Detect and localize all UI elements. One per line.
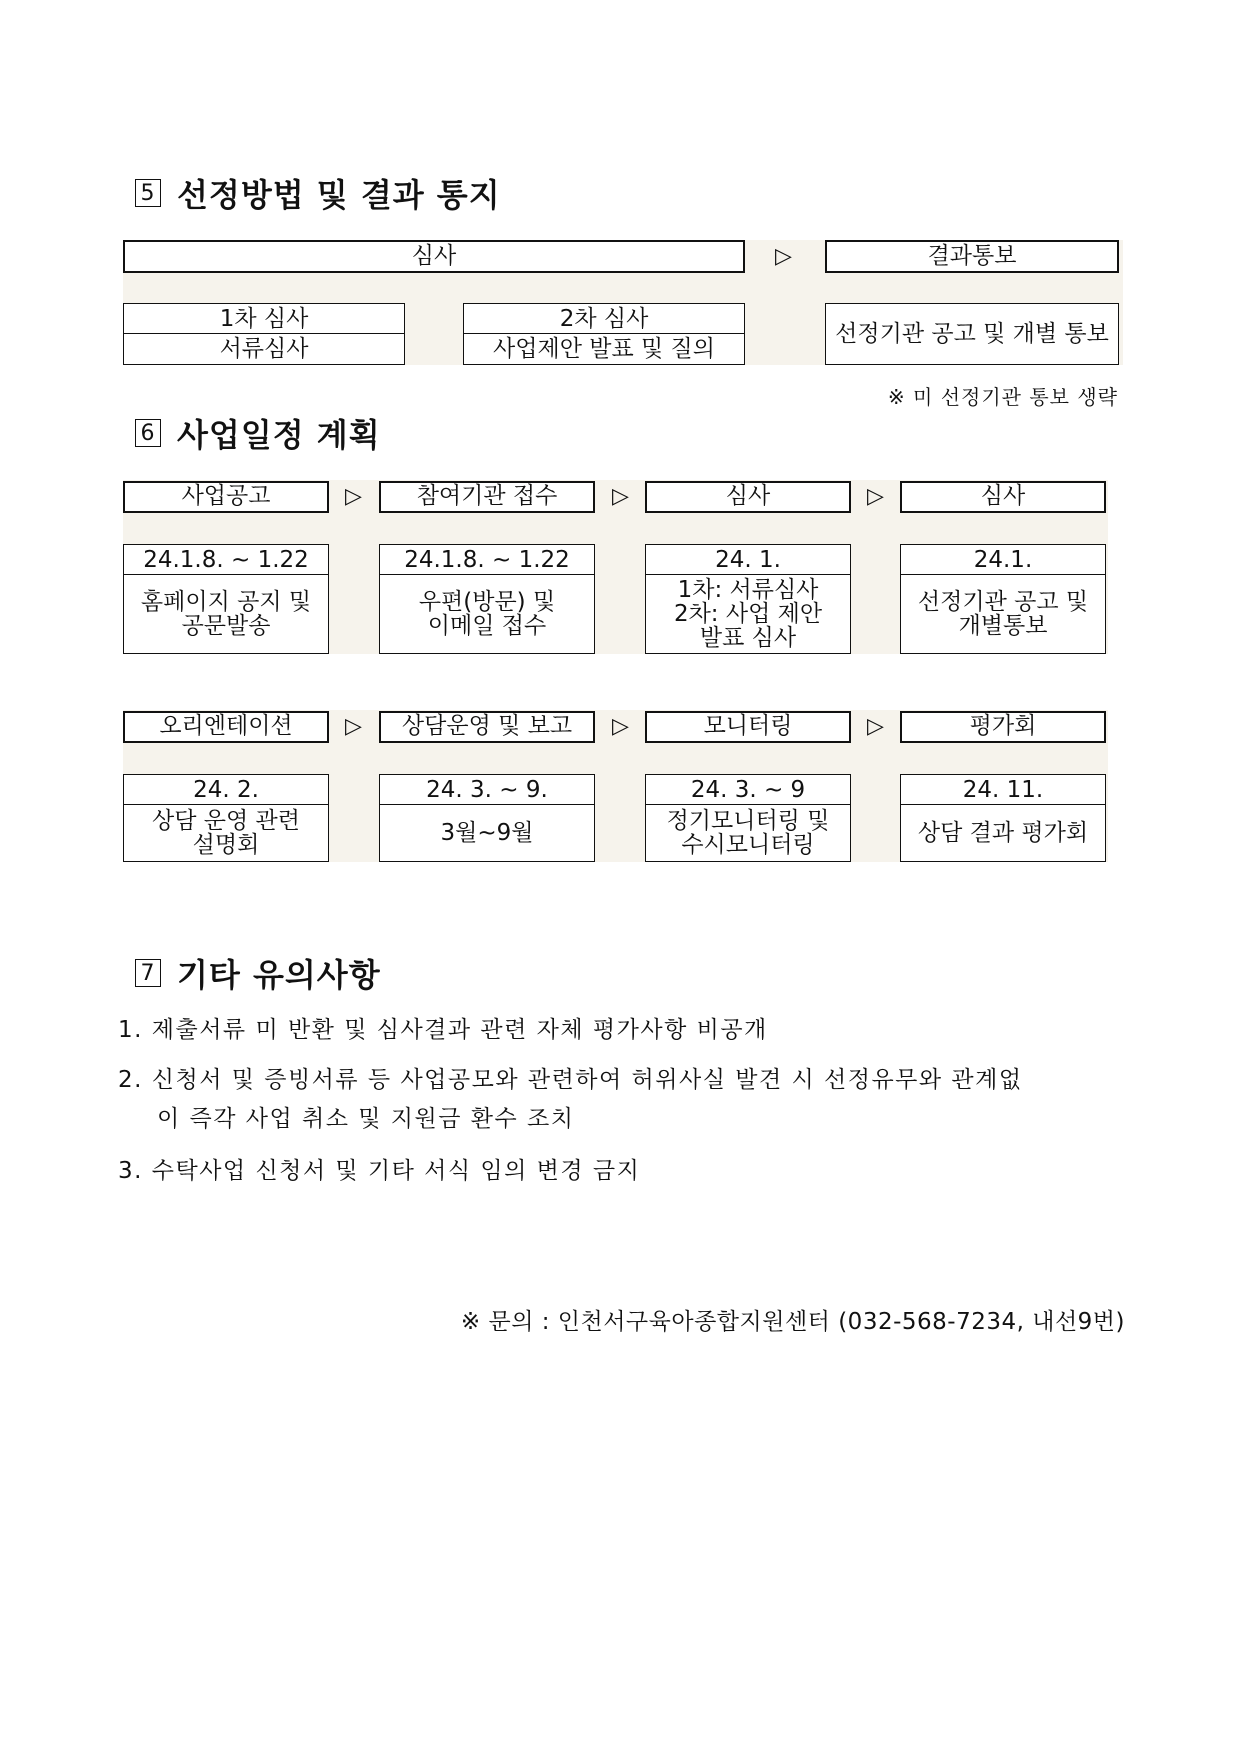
notice-item-3: 3. 수탁사업 신청서 및 기타 서식 임의 변경 금지 <box>118 1158 641 1184</box>
notice-item-2: 2. 신청서 및 증빙서류 등 사업공모와 관련하여 허위사실 발견 시 선정유무와 관계없 <box>118 1067 1023 1093</box>
arrow-icon: ▷ <box>612 714 629 739</box>
schedule-date-operation: 24. 3. ~ 9. <box>379 774 595 806</box>
arrow-icon: ▷ <box>775 244 792 269</box>
schedule-title-apply: 참여기관 접수 <box>379 481 595 513</box>
schedule-date-review-2: 24.1. <box>900 544 1106 576</box>
result-desc: 선정기관 공고 및 개별 통보 <box>825 303 1119 365</box>
section7-heading <box>135 950 381 996</box>
section7-title: 기타 유의사항 <box>177 956 381 994</box>
review-header: 심사 <box>123 240 745 273</box>
schedule-title-operation: 상담운영 및 보고 <box>379 711 595 743</box>
arrow-icon: ▷ <box>345 714 362 739</box>
schedule-title-orientation: 오리엔테이션 <box>123 711 329 743</box>
schedule-title-evaluation: 평가회 <box>900 711 1106 743</box>
round2-title: 2차 심사 <box>463 303 745 335</box>
section5-heading <box>135 170 501 216</box>
result-header: 결과통보 <box>825 240 1119 273</box>
section6-number: 6 <box>135 419 161 447</box>
notice-item-2-continued: 이 즉각 사업 취소 및 지원금 환수 조치 <box>157 1106 575 1132</box>
notice-item-1: 1. 제출서류 미 반환 및 심사결과 관련 자체 평가사항 비공개 <box>118 1017 768 1043</box>
contact-info: ※ 문의 : 인천서구육아종합지원센터 (032-568-7234, 내선9번) <box>460 1309 1125 1335</box>
section6-title: 사업일정 계획 <box>177 416 381 454</box>
arrow-icon: ▷ <box>612 484 629 509</box>
round1-desc: 서류심사 <box>123 333 405 365</box>
schedule-title-review-2: 심사 <box>900 481 1106 513</box>
schedule-desc-review-2: 선정기관 공고 및 개별통보 <box>900 574 1106 654</box>
arrow-icon: ▷ <box>867 714 884 739</box>
schedule-date-review: 24. 1. <box>645 544 851 576</box>
schedule-desc-apply: 우편(방문) 및 이메일 접수 <box>379 574 595 654</box>
schedule-date-announce: 24.1.8. ~ 1.22 <box>123 544 329 576</box>
schedule-date-orientation: 24. 2. <box>123 774 329 806</box>
schedule-title-review: 심사 <box>645 481 851 513</box>
schedule-desc-announce: 홈페이지 공지 및 공문발송 <box>123 574 329 654</box>
schedule-date-evaluation: 24. 11. <box>900 774 1106 806</box>
schedule-desc-evaluation: 상담 결과 평가회 <box>900 804 1106 862</box>
section5-title: 선정방법 및 결과 통지 <box>177 176 501 214</box>
round1-title: 1차 심사 <box>123 303 405 335</box>
schedule-date-monitoring: 24. 3. ~ 9 <box>645 774 851 806</box>
section5-note: ※ 미 선정기관 통보 생략 <box>887 385 1118 409</box>
schedule-desc-review: 1차: 서류심사 2차: 사업 제안 발표 심사 <box>645 574 851 654</box>
section5-number: 5 <box>135 179 161 207</box>
arrow-icon: ▷ <box>867 484 884 509</box>
schedule-desc-orientation: 상담 운영 관련 설명회 <box>123 804 329 862</box>
schedule-title-monitoring: 모니터링 <box>645 711 851 743</box>
section7-number: 7 <box>135 959 161 987</box>
round2-desc: 사업제안 발표 및 질의 <box>463 333 745 365</box>
schedule-desc-operation: 3월~9월 <box>379 804 595 862</box>
arrow-icon: ▷ <box>345 484 362 509</box>
section6-heading <box>135 410 381 456</box>
schedule-date-apply: 24.1.8. ~ 1.22 <box>379 544 595 576</box>
schedule-title-announce: 사업공고 <box>123 481 329 513</box>
schedule-desc-monitoring: 정기모니터링 및 수시모니터링 <box>645 804 851 862</box>
